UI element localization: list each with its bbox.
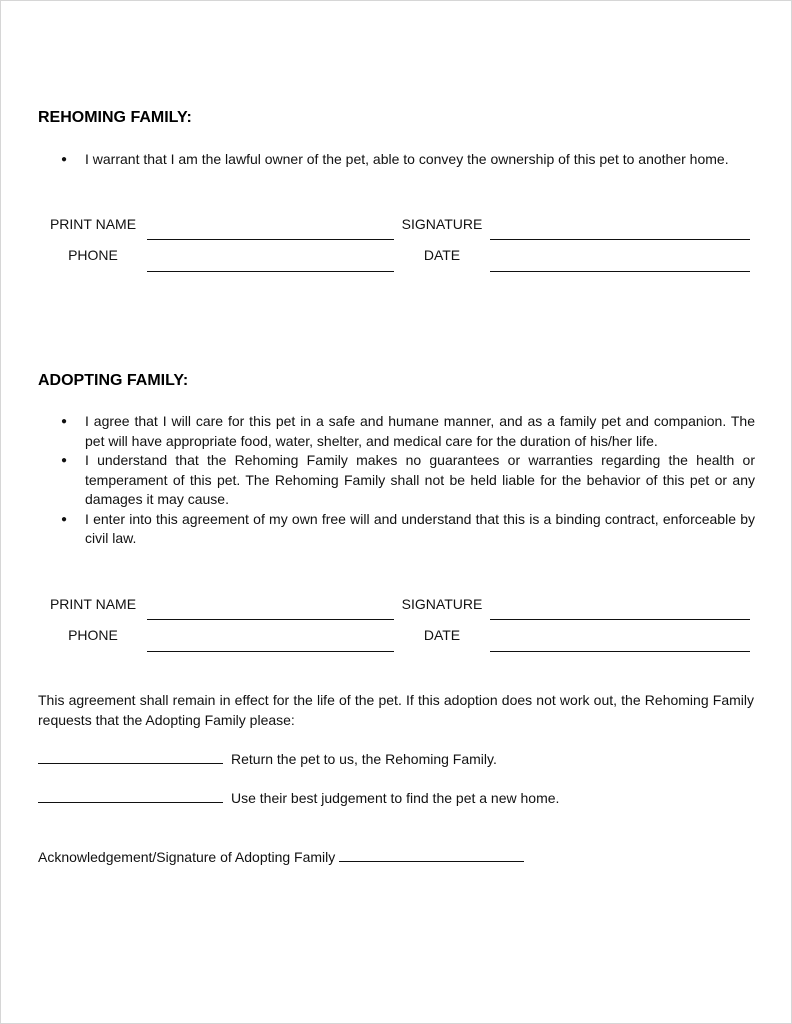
acknowledgement-label: Acknowledgement/Signature of Adopting Family [38, 849, 336, 865]
rehoming-print-name-line[interactable] [147, 239, 394, 240]
option-rehome-text: Use their best judgement to find the pet a new home. [231, 790, 560, 806]
option-rehome-blank[interactable] [38, 790, 223, 803]
adopting-bullet-item: ● I understand that the Rehoming Family makes no guarantees or warranties regarding the health or temperament of this pet. The Rehoming Family shall not be held liable for the behavior of this pet or any damages it may cause. [85, 451, 755, 510]
rehoming-family-heading: REHOMING FAMILY: [38, 109, 192, 126]
adopting-date-line[interactable] [490, 651, 750, 652]
option-return-text: Return the pet to us, the Rehoming Family. [231, 751, 497, 767]
rehoming-bullet-item: ● I warrant that I am the lawful owner of the pet, able to convey the ownership of this pet to another home. [85, 150, 755, 170]
adopting-bullet-item: ● I agree that I will care for this pet in a safe and humane manner, and as a family pet and companion. The pet will have appropriate food, water, shelter, and medical care for the duration of his/her life. [85, 412, 755, 451]
adopting-bullet-item: ● I enter into this agreement of my own free will and understand that this is a binding contract, enforceable by civil law. [85, 510, 755, 549]
acknowledgement-row [38, 849, 524, 865]
rehoming-phone-line[interactable] [147, 271, 394, 272]
adopting-signature-line[interactable] [490, 619, 750, 620]
adopting-phone-line[interactable] [147, 651, 394, 652]
agreement-paragraph: This agreement shall remain in effect for the life of the pet. If this adoption does not work out, the Rehoming Family requests that the Adopting Family please: [38, 692, 754, 728]
adopting-print-name-label: PRINT NAME [49, 596, 137, 612]
rehoming-date-label: DATE [423, 247, 461, 263]
rehoming-date-line[interactable] [490, 271, 750, 272]
rehoming-signature-line[interactable] [490, 239, 750, 240]
option-rehome-row [38, 790, 559, 806]
adopting-phone-label: PHONE [68, 627, 118, 643]
adopting-family-heading: ADOPTING FAMILY: [38, 372, 189, 389]
rehoming-signature-label: SIGNATURE [401, 216, 483, 232]
option-return-blank[interactable] [38, 751, 223, 764]
adopting-bullet-list [85, 412, 755, 549]
option-return-row [38, 751, 497, 767]
rehoming-print-name-label: PRINT NAME [49, 216, 137, 232]
acknowledgement-signature-blank[interactable] [339, 849, 524, 862]
adopting-print-name-line[interactable] [147, 619, 394, 620]
rehoming-phone-label: PHONE [68, 247, 118, 263]
adopting-date-label: DATE [423, 627, 461, 643]
adopting-signature-label: SIGNATURE [401, 596, 483, 612]
rehoming-bullet-list [85, 150, 755, 170]
